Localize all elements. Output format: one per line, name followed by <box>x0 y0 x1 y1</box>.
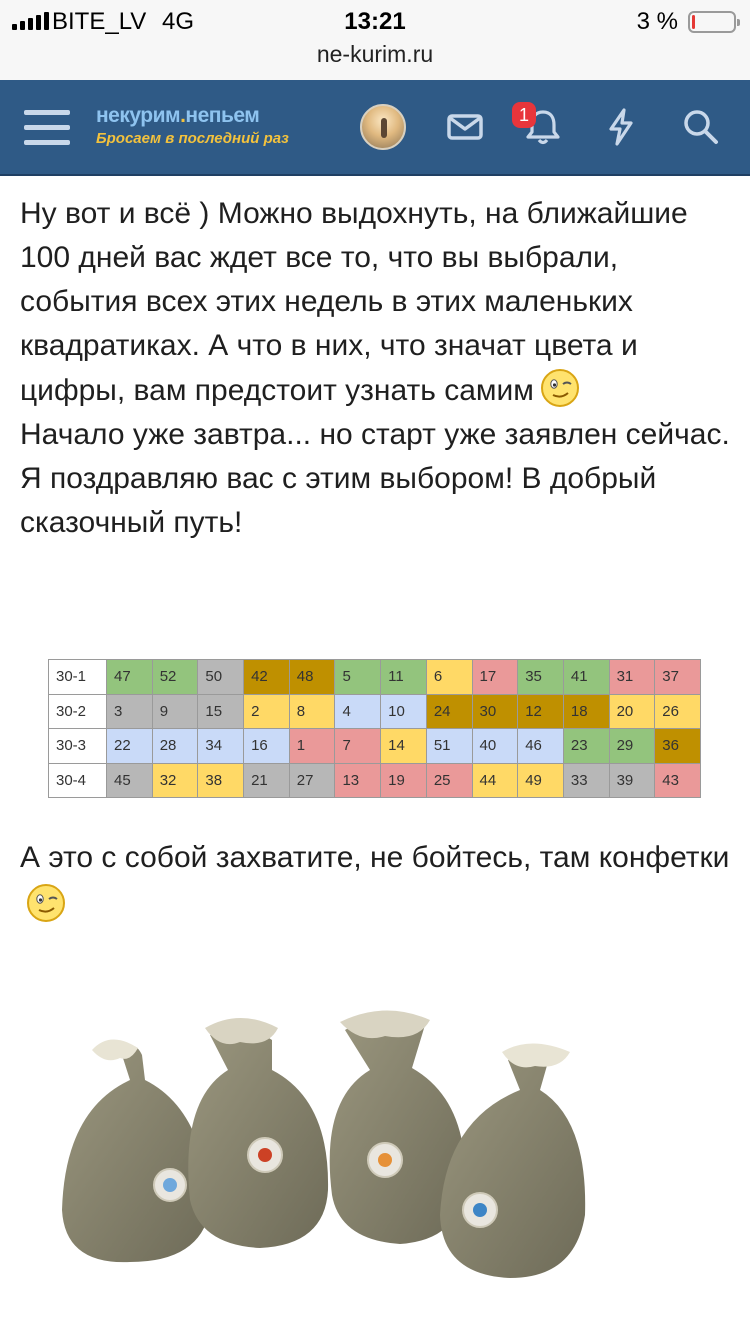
table-cell: 29 <box>609 729 655 764</box>
table-cell: 52 <box>152 660 198 695</box>
table-cell: 48 <box>289 660 335 695</box>
table-cell: 27 <box>289 763 335 798</box>
table-cell: 25 <box>426 763 472 798</box>
battery-level-fill <box>692 15 695 29</box>
logo-name <box>96 104 289 128</box>
table-cell: 1 <box>289 729 335 764</box>
table-cell: 40 <box>472 729 518 764</box>
table-cell: 5 <box>335 660 381 695</box>
table-cell: 35 <box>518 660 564 695</box>
table-cell: 17 <box>472 660 518 695</box>
table-cell: 22 <box>107 729 153 764</box>
post-body <box>20 192 732 545</box>
table-cell: 26 <box>655 694 701 729</box>
table-cell: 34 <box>198 729 244 764</box>
table-cell: 31 <box>609 660 655 695</box>
table-cell: 9 <box>152 694 198 729</box>
table-cell: 39 <box>609 763 655 798</box>
table-cell: 23 <box>563 729 609 764</box>
bag-1 <box>62 1039 210 1262</box>
status-bar <box>0 0 750 40</box>
table-cell: 7 <box>335 729 381 764</box>
post-paragraph-4: А это с собой захватите, не бойтесь, там конфетки <box>20 841 730 874</box>
site-logo[interactable] <box>96 104 289 148</box>
table-cell: 13 <box>335 763 381 798</box>
table-cell: 12 <box>518 694 564 729</box>
url-text: ne-kurim.ru <box>316 41 434 67</box>
table-cell: 2 <box>244 694 290 729</box>
flower-1 <box>163 1178 177 1192</box>
table-cell: 3 <box>107 694 153 729</box>
table-cell: 16 <box>244 729 290 764</box>
notification-badge[interactable]: 1 <box>512 102 536 128</box>
table-cell: 24 <box>426 694 472 729</box>
schedule-table <box>48 659 701 798</box>
table-cell: 44 <box>472 763 518 798</box>
linen-bags-image <box>40 1000 600 1300</box>
flower-4 <box>473 1203 487 1217</box>
table-cell: 11 <box>381 660 427 695</box>
table-cell: 4 <box>335 694 381 729</box>
battery-icon <box>688 11 736 33</box>
wink-emoji-icon <box>540 368 580 408</box>
post-paragraph-3: Я поздравляю вас с этим выбором! В добрый сказочный путь! <box>20 462 657 539</box>
mail-icon[interactable] <box>444 106 486 148</box>
status-time: 13:21 <box>344 8 406 35</box>
post-paragraph-2: Начало уже завтра... но старт уже заявлен сейчас. <box>20 418 730 451</box>
table-cell: 50 <box>198 660 244 695</box>
bag-4 <box>440 1044 585 1279</box>
table-cell: 46 <box>518 729 564 764</box>
wink-emoji-icon <box>26 883 66 923</box>
post-paragraph-1 <box>20 192 732 413</box>
table-cell: 45 <box>107 763 153 798</box>
search-icon[interactable] <box>680 106 722 148</box>
carrier-name: BITE_LV <box>52 8 147 35</box>
table-cell: 43 <box>655 763 701 798</box>
table-cell: 33 <box>563 763 609 798</box>
table-cell: 49 <box>518 763 564 798</box>
table-cell: 30 <box>472 694 518 729</box>
flower-2 <box>258 1148 272 1162</box>
row-label: 30-3 <box>49 729 107 764</box>
bag-2 <box>188 1018 328 1248</box>
avatar[interactable] <box>360 104 406 150</box>
battery-percent: 3 % <box>636 8 678 35</box>
table-row <box>49 729 701 764</box>
row-label: 30-1 <box>49 660 107 695</box>
menu-icon[interactable] <box>24 108 70 148</box>
post-body-2 <box>20 834 732 930</box>
table-cell: 18 <box>563 694 609 729</box>
row-label: 30-2 <box>49 694 107 729</box>
table-cell: 15 <box>198 694 244 729</box>
table-row <box>49 763 701 798</box>
logo-dot: . <box>180 104 186 127</box>
table-cell: 19 <box>381 763 427 798</box>
logo-name-part2: непьем <box>185 104 260 127</box>
flower-3 <box>378 1153 392 1167</box>
table-cell: 8 <box>289 694 335 729</box>
table-cell: 6 <box>426 660 472 695</box>
post-text-1: Ну вот и всё ) Можно выдохнуть, на ближайшие 100 дней вас ждет все то, что вы выбрали, события всех этих недель в этих маленьких квадратиках. А что в них, что значат цвета и цифры, вам предстоит узнать самим <box>20 197 688 407</box>
logo-name-part1: некурим <box>96 104 181 127</box>
logo-tagline: Бросаем в последний раз <box>96 130 289 147</box>
lightning-icon[interactable] <box>600 106 642 148</box>
table-cell: 41 <box>563 660 609 695</box>
table-cell: 10 <box>381 694 427 729</box>
table-cell: 21 <box>244 763 290 798</box>
table-cell: 28 <box>152 729 198 764</box>
table-cell: 36 <box>655 729 701 764</box>
table-cell: 37 <box>655 660 701 695</box>
table-cell: 51 <box>426 729 472 764</box>
table-cell: 14 <box>381 729 427 764</box>
table-cell: 20 <box>609 694 655 729</box>
address-bar[interactable] <box>0 40 750 80</box>
table-row <box>49 694 701 729</box>
table-cell: 32 <box>152 763 198 798</box>
network-type: 4G <box>162 8 195 35</box>
table-cell: 42 <box>244 660 290 695</box>
table-cell: 38 <box>198 763 244 798</box>
table-row <box>49 660 701 695</box>
row-label: 30-4 <box>49 763 107 798</box>
table-cell: 47 <box>107 660 153 695</box>
